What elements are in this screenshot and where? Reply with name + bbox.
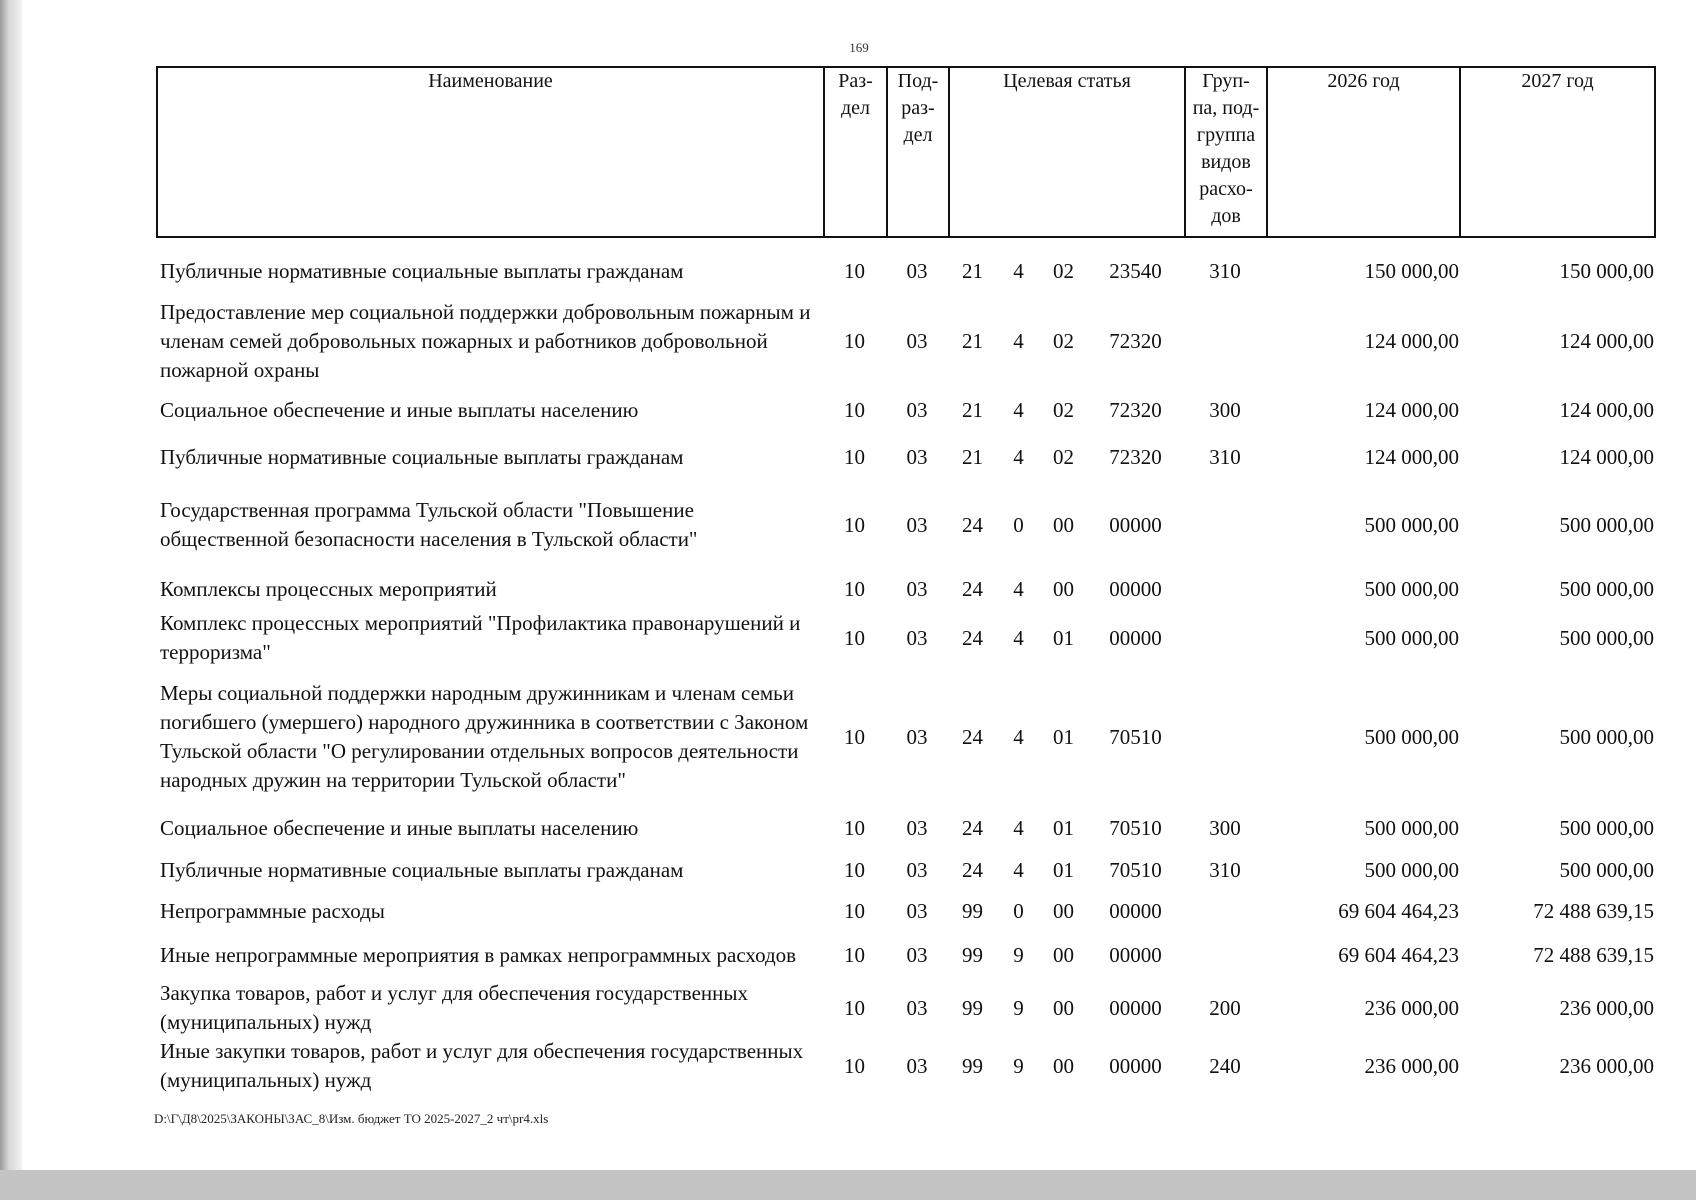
row-amount-2027: 500 000,00 [1559, 576, 1654, 601]
row-target-complex: 01 [1053, 857, 1074, 882]
row-amount-2026: 124 000,00 [1364, 398, 1459, 422]
row-target-complex: 02 [1053, 445, 1074, 469]
row-target-program: 24 [962, 625, 983, 650]
col-header-group-text: Груп- па, под- группа видов расхо- дов [1192, 70, 1260, 227]
row-razdel: 10 [844, 724, 865, 749]
row-target-type: 4 [1013, 259, 1024, 283]
row-group: 240 [1209, 1053, 1241, 1078]
col-header-podrazdel-text: Под- раз- дел [897, 70, 939, 146]
row-target-program: 21 [962, 398, 983, 422]
row-target-complex: 02 [1053, 328, 1074, 353]
row-podrazdel: 03 [906, 815, 928, 840]
table-row [156, 1037, 1654, 1095]
col-header-2026 [1267, 67, 1460, 237]
row-target-type: 4 [1013, 815, 1024, 840]
row-podrazdel: 03 [906, 445, 928, 469]
row-target-complex: 02 [1053, 259, 1074, 283]
row-podrazdel: 03 [906, 857, 928, 882]
row-target-program: 24 [962, 724, 983, 749]
col-header-name [157, 67, 824, 237]
table-row [156, 569, 1654, 609]
row-amount-2027: 124 000,00 [1559, 398, 1654, 422]
row-razdel: 10 [844, 328, 865, 353]
row-podrazdel: 03 [906, 724, 928, 749]
row-podrazdel: 03 [906, 1053, 928, 1078]
row-target-direction: 00000 [1109, 1053, 1162, 1078]
row-group [1184, 295, 1266, 387]
row-amount-2026: 500 000,00 [1364, 724, 1459, 749]
row-amount-2027: 72 488 639,15 [1533, 898, 1654, 923]
row-group [1184, 891, 1266, 931]
row-razdel: 10 [844, 445, 865, 469]
row-target-complex: 00 [1053, 576, 1074, 601]
row-amount-2027: 500 000,00 [1559, 625, 1654, 650]
row-group: 300 [1209, 815, 1241, 840]
row-name: Публичные нормативные социальные выплаты гражданам [160, 445, 684, 469]
scan-edge [0, 0, 22, 1170]
col-header-podrazdel [887, 67, 949, 237]
row-amount-2026: 69 604 464,23 [1338, 942, 1459, 967]
row-target-direction: 00000 [1109, 942, 1162, 967]
row-podrazdel: 03 [906, 398, 928, 422]
row-group: 310 [1209, 445, 1241, 469]
row-target-program: 99 [962, 995, 983, 1020]
page-number: 169 [849, 40, 869, 55]
row-target-direction: 70510 [1109, 857, 1162, 882]
row-amount-2026: 500 000,00 [1364, 857, 1459, 882]
table-row [156, 979, 1654, 1037]
col-header-2027-text: 2027 год [1521, 70, 1594, 92]
row-amount-2026: 69 604 464,23 [1338, 898, 1459, 923]
row-target-program: 24 [962, 576, 983, 601]
row-razdel: 10 [844, 625, 865, 650]
row-name: Предоставление мер социальной поддержки добровольным пожарным и членам семей добровольных пожарных и работников добровольной пожарной охраны [160, 299, 811, 382]
table-row [156, 609, 1654, 667]
row-amount-2027: 236 000,00 [1559, 995, 1654, 1020]
row-amount-2027: 124 000,00 [1559, 328, 1654, 353]
row-amount-2026: 236 000,00 [1364, 1053, 1459, 1078]
row-razdel: 10 [844, 576, 865, 601]
row-amount-2026: 500 000,00 [1364, 512, 1459, 537]
row-amount-2026: 500 000,00 [1364, 625, 1459, 650]
row-podrazdel: 03 [906, 259, 928, 283]
col-header-2027 [1460, 67, 1655, 237]
row-amount-2026: 500 000,00 [1364, 815, 1459, 840]
col-header-razdel-text: Раз- дел [838, 70, 873, 119]
row-amount-2026: 236 000,00 [1364, 995, 1459, 1020]
row-name: Публичные нормативные социальные выплаты гражданам [160, 259, 684, 283]
row-group: 310 [1209, 259, 1241, 283]
row-target-complex: 00 [1053, 1053, 1074, 1078]
row-razdel: 10 [844, 398, 865, 422]
row-target-program: 99 [962, 1053, 983, 1078]
row-amount-2027: 500 000,00 [1559, 512, 1654, 537]
row-target-complex: 00 [1053, 898, 1074, 923]
row-razdel: 10 [844, 857, 865, 882]
row-target-direction: 00000 [1109, 512, 1162, 537]
row-razdel: 10 [844, 898, 865, 923]
row-target-direction: 72320 [1109, 445, 1162, 469]
row-name: Публичные нормативные социальные выплаты гражданам [160, 857, 684, 882]
row-target-direction: 00000 [1109, 995, 1162, 1020]
table-row [156, 667, 1654, 807]
row-podrazdel: 03 [906, 898, 928, 923]
row-target-program: 21 [962, 445, 983, 469]
table-row [156, 387, 1654, 434]
row-razdel: 10 [844, 942, 865, 967]
col-header-razdel [824, 67, 887, 237]
row-group [1184, 609, 1266, 667]
table-row [156, 807, 1654, 849]
row-target-direction: 00000 [1109, 625, 1162, 650]
row-target-program: 21 [962, 259, 983, 283]
row-amount-2027: 236 000,00 [1559, 1053, 1654, 1078]
row-amount-2026: 124 000,00 [1364, 445, 1459, 469]
row-podrazdel: 03 [906, 942, 928, 967]
row-target-type: 4 [1013, 328, 1024, 353]
col-header-2026-text: 2026 год [1327, 70, 1400, 92]
row-target-type: 4 [1013, 625, 1024, 650]
row-amount-2027: 500 000,00 [1559, 857, 1654, 882]
row-target-type: 4 [1013, 398, 1024, 422]
row-group [1184, 931, 1266, 979]
file-path-footer: D:\Г\Д8\2025\ЗАКОНЫ\ЗАС_8\Изм. бюджет ТО 2025-2027_2 чт\pr4.xls [154, 1111, 549, 1126]
row-target-type: 4 [1013, 445, 1024, 469]
row-podrazdel: 03 [906, 576, 928, 601]
row-target-program: 24 [962, 857, 983, 882]
row-name: Иные непрограммные мероприятия в рамках непрограммных расходов [160, 942, 797, 967]
row-target-complex: 01 [1053, 625, 1074, 650]
row-group: 300 [1209, 398, 1241, 422]
row-target-complex: 00 [1053, 512, 1074, 537]
row-amount-2027: 150 000,00 [1559, 259, 1654, 283]
table-row [156, 295, 1654, 387]
row-podrazdel: 03 [906, 995, 928, 1020]
row-target-complex: 00 [1053, 942, 1074, 967]
col-header-group [1185, 67, 1267, 237]
row-razdel: 10 [844, 815, 865, 840]
row-group: 310 [1209, 857, 1241, 882]
row-razdel: 10 [844, 512, 865, 537]
row-target-type: 0 [1013, 512, 1024, 537]
row-target-type: 9 [1013, 942, 1024, 967]
row-razdel: 10 [844, 1053, 865, 1078]
row-amount-2027: 72 488 639,15 [1533, 942, 1654, 967]
row-podrazdel: 03 [906, 328, 928, 353]
row-razdel: 10 [844, 259, 865, 283]
row-name: Социальное обеспечение и иные выплаты населению [160, 815, 639, 840]
row-target-program: 24 [962, 815, 983, 840]
row-target-direction: 00000 [1109, 576, 1162, 601]
row-name: Меры социальной поддержки народным дружинникам и членам семьи погибшего (умершего) народного дружинника в соответствии с Законом Тульской области "О регулировании отдельных вопросов деятельности народных дружин на территории Тульской области" [160, 681, 809, 792]
row-target-complex: 02 [1053, 398, 1074, 422]
row-amount-2026: 124 000,00 [1364, 328, 1459, 353]
row-name: Социальное обеспечение и иные выплаты населению [160, 398, 639, 422]
table-row [156, 891, 1654, 931]
col-header-target [949, 67, 1185, 237]
row-amount-2026: 150 000,00 [1364, 259, 1459, 283]
row-name: Комплекс процессных мероприятий "Профилактика правонарушений и терроризма" [160, 611, 801, 664]
col-header-target-text: Целевая статья [1003, 70, 1131, 92]
row-target-complex: 01 [1053, 815, 1074, 840]
budget-table-body [156, 248, 1654, 1095]
row-razdel: 10 [844, 995, 865, 1020]
table-row [156, 849, 1654, 891]
row-group [1184, 569, 1266, 609]
row-target-direction: 23540 [1109, 259, 1162, 283]
row-podrazdel: 03 [906, 512, 928, 537]
row-target-type: 9 [1013, 1053, 1024, 1078]
row-name: Комплексы процессных мероприятий [160, 576, 497, 601]
document-page [22, 0, 1696, 1170]
table-row [156, 434, 1654, 481]
row-target-type: 4 [1013, 576, 1024, 601]
row-amount-2027: 124 000,00 [1559, 445, 1654, 469]
row-target-type: 4 [1013, 857, 1024, 882]
row-target-direction: 72320 [1109, 328, 1162, 353]
row-name: Иные закупки товаров, работ и услуг для обеспечения государственных (муниципальных) нужд [160, 1039, 804, 1092]
row-target-type: 0 [1013, 898, 1024, 923]
row-target-direction: 70510 [1109, 815, 1162, 840]
row-target-program: 21 [962, 328, 983, 353]
row-target-direction: 72320 [1109, 398, 1162, 422]
row-target-type: 9 [1013, 995, 1024, 1020]
row-target-complex: 01 [1053, 724, 1074, 749]
row-amount-2026: 500 000,00 [1364, 576, 1459, 601]
row-name: Государственная программа Тульской области "Повышение общественной безопасности населения в Тульской области" [160, 498, 698, 551]
table-header [156, 66, 1656, 238]
row-target-type: 4 [1013, 724, 1024, 749]
col-header-name-text: Наименование [428, 70, 553, 92]
table-row [156, 931, 1654, 979]
row-amount-2027: 500 000,00 [1559, 815, 1654, 840]
row-name: Закупка товаров, работ и услуг для обеспечения государственных (муниципальных) нужд [160, 981, 749, 1034]
row-podrazdel: 03 [906, 625, 928, 650]
row-target-program: 24 [962, 512, 983, 537]
table-row [156, 248, 1654, 295]
row-target-complex: 00 [1053, 995, 1074, 1020]
row-group [1184, 667, 1266, 807]
row-amount-2027: 500 000,00 [1559, 724, 1654, 749]
row-target-program: 99 [962, 898, 983, 923]
row-group: 200 [1209, 995, 1241, 1020]
table-row [156, 481, 1654, 569]
row-target-program: 99 [962, 942, 983, 967]
row-group [1184, 481, 1266, 569]
row-target-direction: 70510 [1109, 724, 1162, 749]
table-rows [156, 248, 1654, 1095]
row-name: Непрограммные расходы [160, 898, 385, 923]
row-target-direction: 00000 [1109, 898, 1162, 923]
